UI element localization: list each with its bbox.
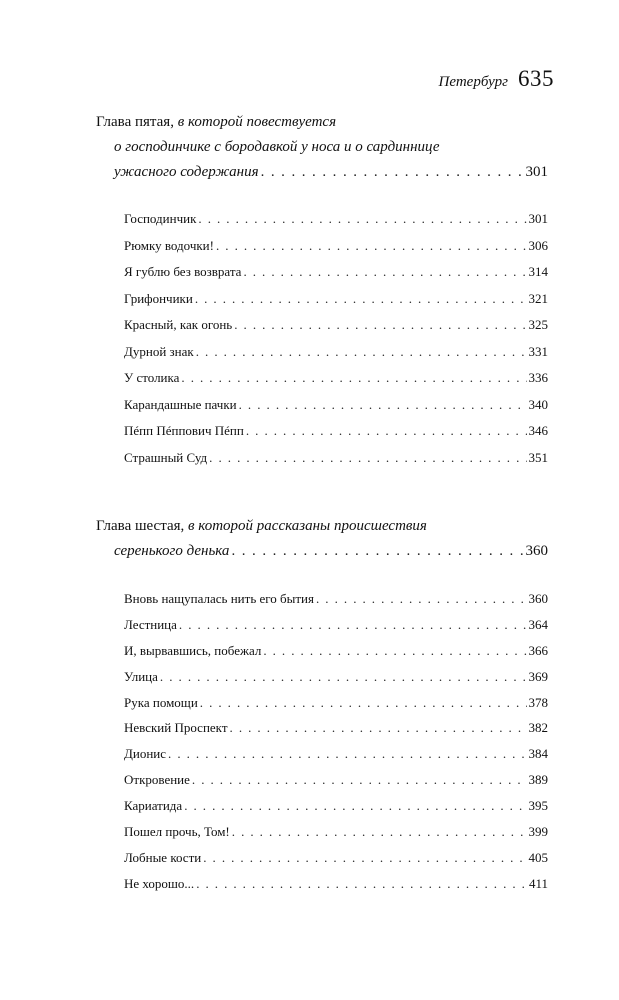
book-title: Петербург — [438, 74, 508, 90]
chapter-5-toc — [124, 211, 548, 476]
toc-entry[interactable]: Невский Проспект . . . 382 — [124, 720, 548, 746]
chapter-5-subtitle-1: в которой повествуется — [177, 114, 337, 130]
toc-entry[interactable]: Лобные кости . . . 405 — [124, 850, 548, 876]
toc-entry[interactable]: Страшный Суд . . . 351 — [124, 450, 548, 477]
running-header — [439, 66, 554, 92]
chapter-5-leader — [96, 160, 548, 185]
toc-entry[interactable]: У столика . . . 336 — [124, 370, 548, 397]
toc-entry[interactable]: Господинчик . . . 301 — [124, 211, 548, 238]
toc-entry[interactable]: Вновь нащупалась нить его бытия . . . 360 — [124, 591, 548, 617]
toc-entry[interactable]: Грифончики . . . 321 — [124, 291, 548, 318]
toc-entry[interactable]: Рука помощи . . . 378 — [124, 695, 548, 721]
toc-entry[interactable]: Не хорошо... . . . 411 — [124, 876, 548, 902]
chapter-5-subtitle-2: о господинчике с бородавкой у носа и о сардиннице — [114, 139, 440, 155]
toc-entry[interactable]: Дионис . . . 384 — [124, 746, 548, 772]
toc-entry[interactable]: Улица . . . 369 — [124, 669, 548, 695]
toc-entry[interactable]: Пошел прочь, Том! . . . 399 — [124, 824, 548, 850]
chapter-5-label: Глава пятая, — [96, 114, 174, 130]
chapter-6-page: 360 — [525, 543, 548, 559]
toc-entry[interactable]: Кариатида . . . 395 — [124, 798, 548, 824]
toc-entry[interactable]: Красный, как огонь . . . 325 — [124, 317, 548, 344]
toc-entry[interactable]: И, вырвавшись, побежал . . . 366 — [124, 643, 548, 669]
toc-entry[interactable]: Дурной знак . . . 331 — [124, 344, 548, 371]
toc-entry[interactable]: Карандашные пачки . . . 340 — [124, 397, 548, 424]
chapter-6-subtitle-1: в которой рассказаны происшествия — [188, 518, 427, 534]
chapter-5-subtitle-3: ужасного содержания — [114, 164, 259, 180]
toc-entry[interactable]: Откровение . . . 389 — [124, 772, 548, 798]
chapter-6-toc — [124, 591, 548, 902]
toc-entry[interactable]: Лестница . . . 364 — [124, 617, 548, 643]
toc-entry[interactable]: Пéпп Пéппович Пéпп . . . 346 — [124, 423, 548, 450]
toc-entry[interactable]: Рюмку водочки! . . . 306 — [124, 238, 548, 265]
chapter-6-label: Глава шестая, — [96, 518, 185, 534]
chapter-6-heading — [96, 514, 548, 564]
chapter-6-leader — [96, 539, 548, 564]
chapter-5-page: 301 — [525, 164, 548, 180]
toc-entry[interactable]: Я гублю без возврата . . . 314 — [124, 264, 548, 291]
chapter-6-subtitle-2: серенького денька — [114, 543, 230, 559]
page-number: 635 — [518, 66, 554, 91]
chapter-5-heading — [96, 110, 548, 185]
